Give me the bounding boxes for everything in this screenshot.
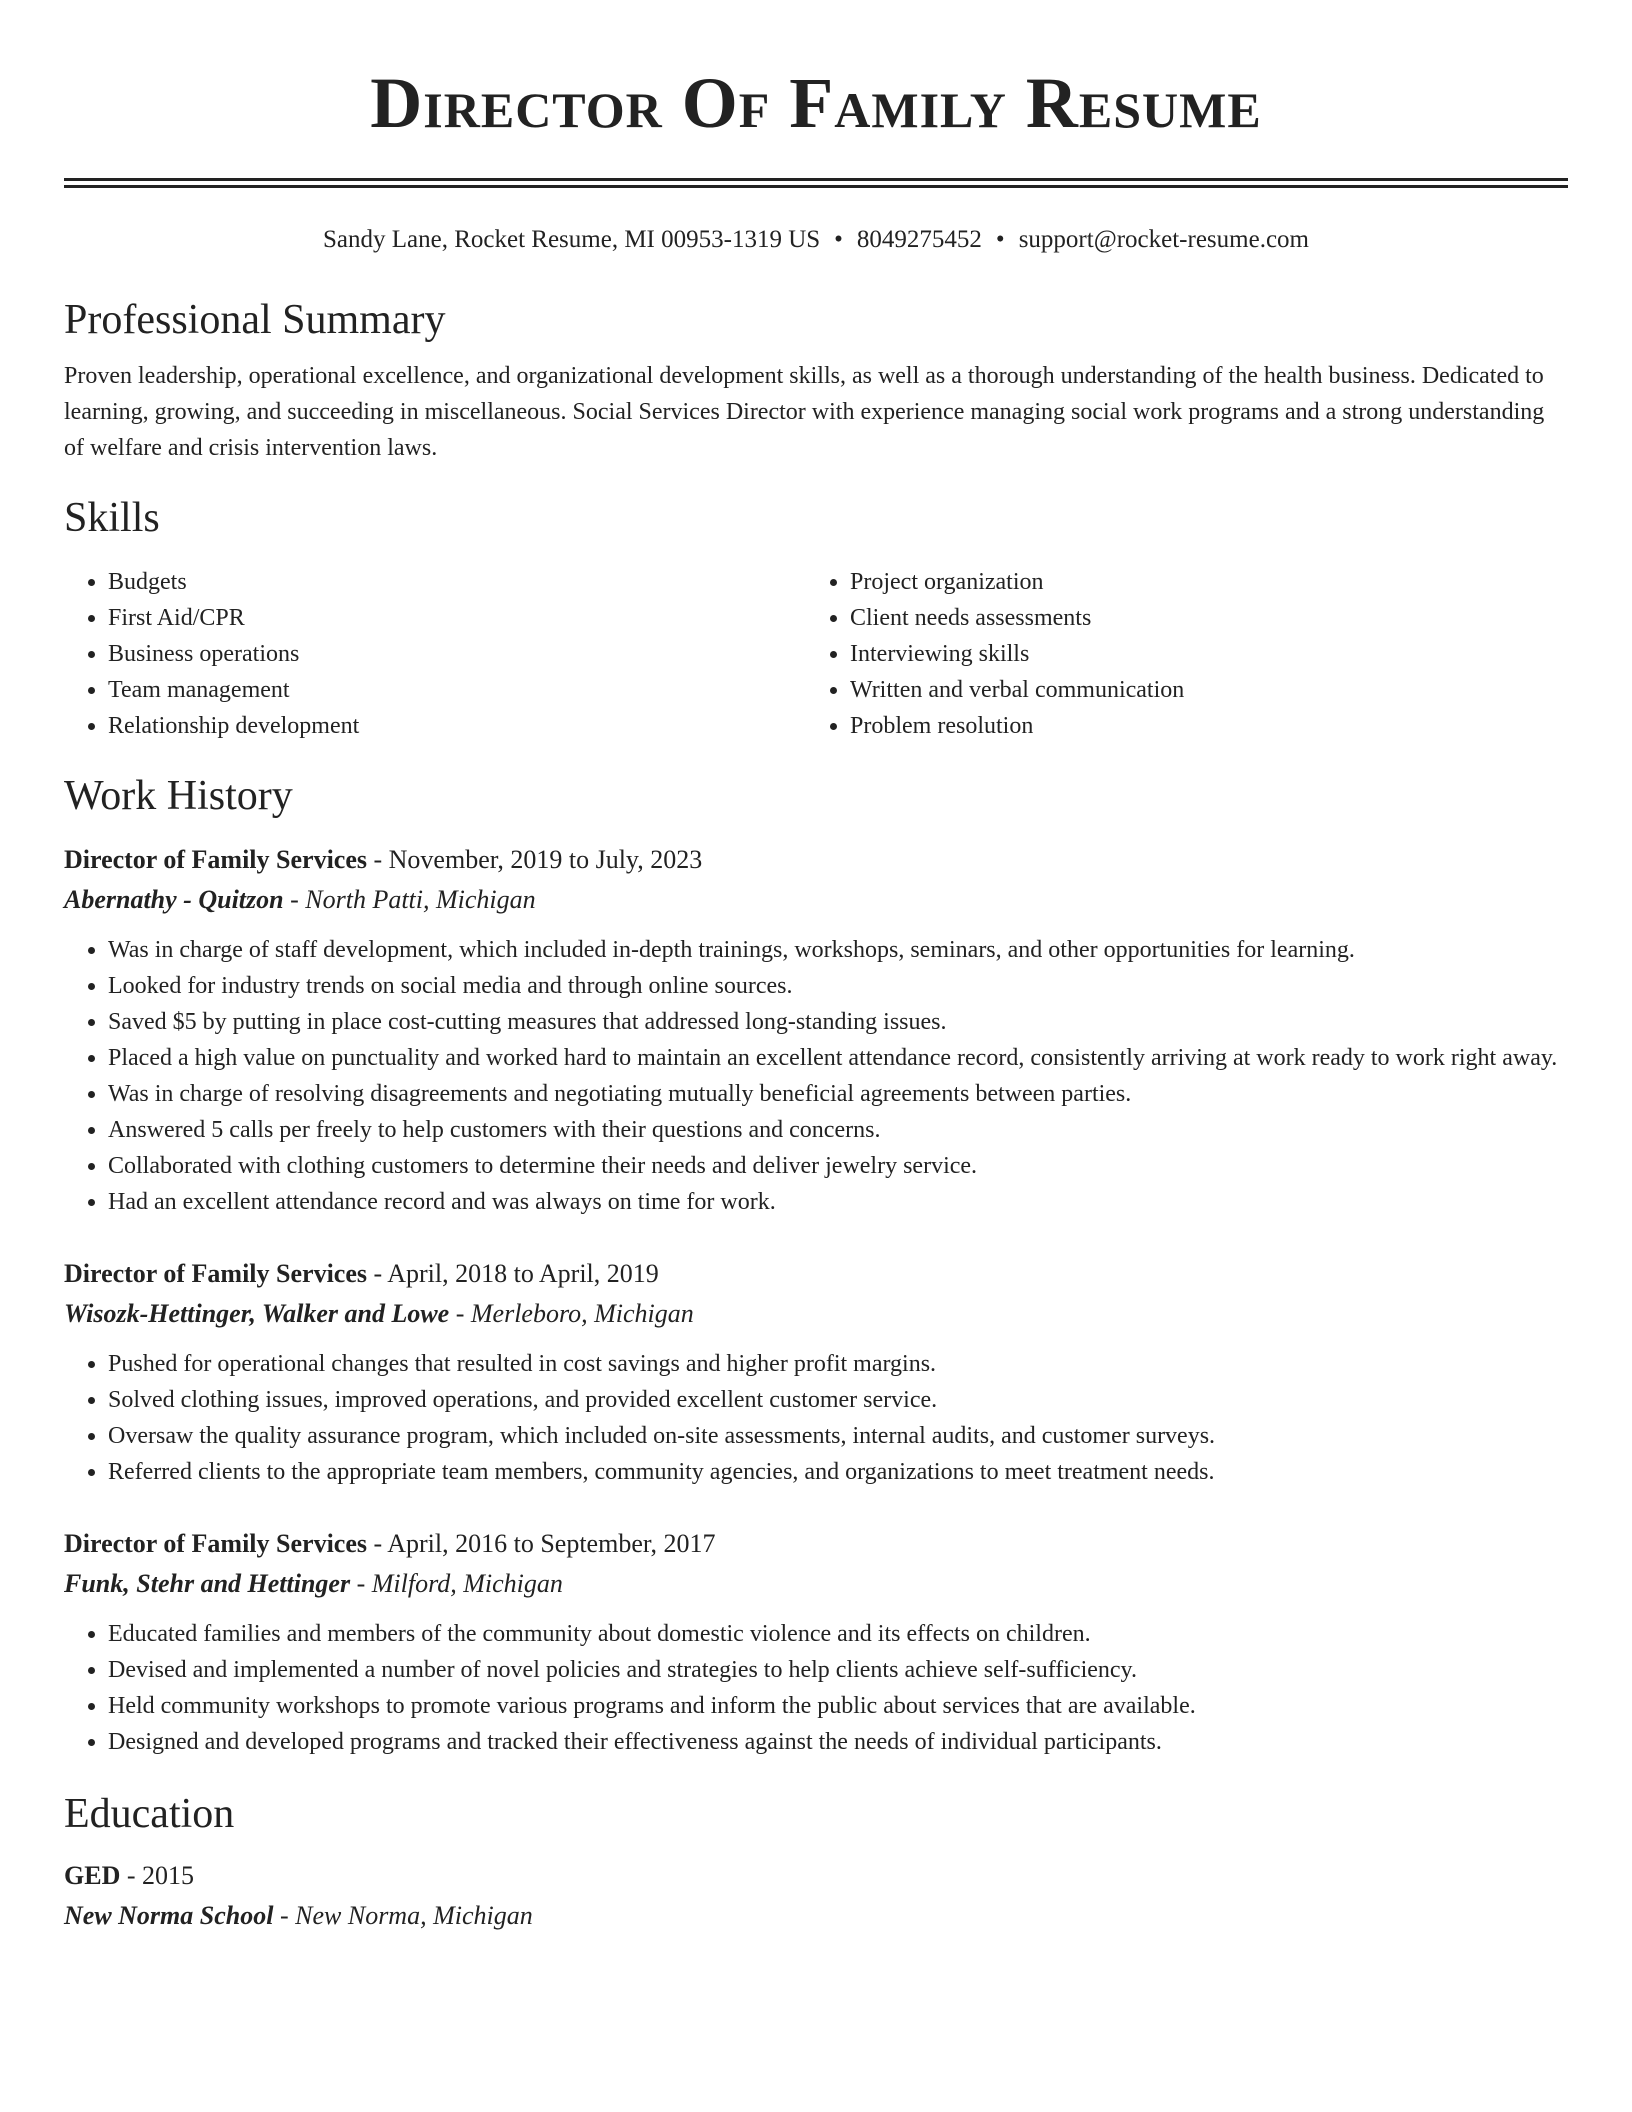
job-bullets	[64, 1616, 1568, 1760]
job-header	[64, 840, 1568, 880]
job-location: - Milford, Michigan	[350, 1569, 563, 1598]
skill-item: • Relationship development	[108, 708, 806, 744]
job-role: Director of Family Services	[64, 1259, 367, 1288]
skill-item: • Client needs assessments	[850, 600, 1548, 636]
job-dates: - April, 2016 to September, 2017	[367, 1529, 716, 1558]
job-employer: Wisozk-Hettinger, Walker and Lowe	[64, 1299, 450, 1328]
job-employer-line	[64, 1294, 1568, 1334]
job-bullets	[64, 932, 1568, 1220]
job-employer-line	[64, 880, 1568, 920]
job-bullet: • Was in charge of resolving disagreements and negotiating mutually beneficial agreements between parties.	[108, 1076, 1568, 1112]
job-bullet: • Placed a high value on punctuality and worked hard to maintain an excellent attendance record, consistently arriving at work ready to work right away.	[108, 1040, 1568, 1076]
job-bullet: • Was in charge of staff development, which included in-depth trainings, workshops, seminars, and other opportunities for learning.	[108, 932, 1568, 968]
education-school-line	[64, 1896, 1568, 1936]
job-location: - North Patti, Michigan	[283, 885, 536, 914]
job-role: Director of Family Services	[64, 845, 367, 874]
skill-item: • Budgets	[108, 564, 806, 600]
job-bullet: • Solved clothing issues, improved operations, and provided excellent customer service.	[108, 1382, 1568, 1418]
skill-item: • Interviewing skills	[850, 636, 1548, 672]
skill-item: • First Aid/CPR	[108, 600, 806, 636]
skill-item: • Team management	[108, 672, 806, 708]
skills-heading: Skills	[64, 495, 160, 541]
job-bullet: • Looked for industry trends on social media and through online sources.	[108, 968, 1568, 1004]
contact-separator: •	[995, 226, 1005, 253]
education-year: - 2015	[120, 1861, 195, 1890]
contact-line	[64, 224, 1568, 256]
job-entry	[64, 1524, 1568, 1760]
job-bullet: • Pushed for operational changes that resulted in cost savings and higher profit margins.	[108, 1346, 1568, 1382]
skills-grid	[64, 564, 1568, 744]
job-bullet: • Held community workshops to promote various programs and inform the public about services that are available.	[108, 1688, 1568, 1724]
contact-address: Sandy Lane, Rocket Resume, MI 00953-1319 US	[323, 226, 821, 253]
job-bullet: • Designed and developed programs and tracked their effectiveness against the needs of individual participants.	[108, 1724, 1568, 1760]
job-bullet: • Oversaw the quality assurance program, which included on-site assessments, internal audits, and customer surveys.	[108, 1418, 1568, 1454]
contact-email: support@rocket-resume.com	[1018, 226, 1309, 253]
job-dates: - November, 2019 to July, 2023	[367, 845, 703, 874]
education-school: New Norma School	[64, 1901, 274, 1930]
job-dates: - April, 2018 to April, 2019	[367, 1259, 659, 1288]
job-entry	[64, 840, 1568, 1220]
contact-separator: •	[834, 226, 843, 253]
education-location: - New Norma, Michigan	[273, 1901, 533, 1930]
job-location: - Merleboro, Michigan	[449, 1299, 694, 1328]
skill-item: • Written and verbal communication	[850, 672, 1548, 708]
job-bullet: • Devised and implemented a number of novel policies and strategies to help clients achieve self-sufficiency.	[108, 1652, 1568, 1688]
summary-text: Proven leadership, operational excellence, and organizational development skills, as well as a thorough understanding of the health business. Dedicated to learning, growing, and succeeding in miscellaneous. Social Services Director with experience managing social work programs and a strong understanding of welfare and crisis intervention laws.	[64, 363, 1545, 461]
contact-phone: 8049275452	[856, 226, 982, 253]
job-employer: Abernathy - Quitzon	[64, 885, 284, 914]
education-header	[64, 1856, 1568, 1896]
job-bullet: • Educated families and members of the community about domestic violence and its effects on children.	[108, 1616, 1568, 1652]
skill-item: • Problem resolution	[850, 708, 1548, 744]
work-history-heading: Work History	[64, 773, 293, 819]
job-bullets	[64, 1346, 1568, 1490]
job-bullet: • Collaborated with clothing customers to determine their needs and deliver jewelry service.	[108, 1148, 1568, 1184]
skills-column-right	[806, 564, 1548, 744]
education-heading: Education	[64, 1791, 235, 1837]
skills-column-left	[64, 564, 806, 744]
job-employer: Funk, Stehr and Hettinger	[64, 1569, 351, 1598]
job-header	[64, 1254, 1568, 1294]
skill-item: • Business operations	[108, 636, 806, 672]
job-role: Director of Family Services	[64, 1529, 367, 1558]
education-entry	[64, 1856, 1568, 1936]
job-employer-line	[64, 1564, 1568, 1604]
job-bullet: • Answered 5 calls per freely to help customers with their questions and concerns.	[108, 1112, 1568, 1148]
job-bullet: • Saved $5 by putting in place cost-cutting measures that addressed long-standing issues.	[108, 1004, 1568, 1040]
title-divider	[64, 178, 1568, 188]
job-header	[64, 1524, 1568, 1564]
page-title: Director Of Family Resume	[370, 63, 1262, 143]
job-bullet: • Had an excellent attendance record and was always on time for work.	[108, 1184, 1568, 1220]
summary-heading: Professional Summary	[64, 297, 446, 343]
skill-item: • Project organization	[850, 564, 1548, 600]
job-bullet: • Referred clients to the appropriate team members, community agencies, and organizations to meet treatment needs.	[108, 1454, 1568, 1490]
education-degree: GED	[64, 1861, 121, 1890]
job-entry	[64, 1254, 1568, 1490]
